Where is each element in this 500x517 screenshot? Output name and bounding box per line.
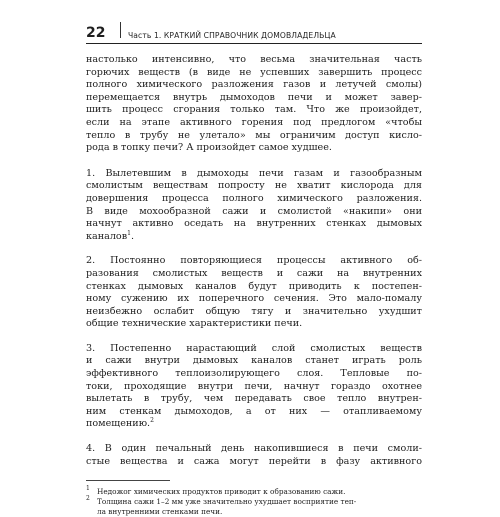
- footnote-rule: [86, 480, 170, 481]
- footnote-marker-number: 1: [86, 485, 90, 493]
- footnotes: [86, 487, 422, 517]
- text-line: В виде мохообразной сажи и смолистой «накипи» они: [86, 205, 422, 217]
- text-line: перемещается внутрь дымоходов печи и может завер-: [86, 91, 422, 103]
- text-line: [86, 418, 422, 431]
- text-line: 4. В один печальный день накопившиеся в печи смоли-: [86, 443, 422, 455]
- text-line: начнут активно оседать на внутренних стенках дымовых: [86, 218, 422, 230]
- text-line: смолистым веществам попросту не хватит кислорода для: [86, 180, 422, 192]
- paragraph-point-3: [86, 343, 422, 431]
- paragraph-point-1: [86, 168, 422, 244]
- text-line: шить процесс сгорания только там. Что же произойдет,: [86, 104, 422, 116]
- paragraph-intro: [86, 54, 422, 155]
- footnote-marker-number: 2: [86, 495, 90, 503]
- text-fragment: помещению.: [86, 418, 151, 430]
- footnote-1: [86, 487, 422, 497]
- text-line: 3. Постепенно нарастающий слой смолистых веществ: [86, 342, 422, 354]
- text-fragment: каналов: [86, 230, 128, 242]
- text-line: тепло в трубу не улетало» мы ограничим доступ кисло-: [86, 129, 422, 141]
- text-line: если на этапе активного горения под предлогом «чтобы: [86, 116, 422, 128]
- text-line: довершения процесса полного химического разложения.: [86, 192, 422, 204]
- footnote-text: Недожог химических продуктов приводит к образованию сажи.: [97, 487, 346, 497]
- footnote-ref: 1: [127, 229, 131, 237]
- text-line: и сажи внутри дымовых каналов станет играть роль: [86, 355, 422, 367]
- page-number: 22: [86, 25, 106, 41]
- text-line: ному сужению их поперечного сечения. Это мало-помалу: [86, 293, 422, 305]
- text-line: неизбежно ослабит общую тягу и значительно ухудшит: [86, 305, 422, 317]
- footnote-text: Толщина сажи 1–2 мм уже значительно ухудшает восприятие теп-: [97, 497, 357, 507]
- text-line: токи, проходящие внутри печи, начнут гораздо охотнее: [86, 380, 422, 392]
- book-page: [86, 22, 422, 517]
- footnote-2: [86, 497, 422, 507]
- text-line: каналов$^1$.: [86, 229, 134, 242]
- text-line: рода в топку печи? А произойдет самое худшее.: [86, 142, 332, 154]
- body-text: [86, 54, 422, 468]
- text-line: 1. Вылетевшим в дымоходы печи газам и газообразным: [86, 167, 422, 179]
- footnote-ref: 2: [150, 417, 154, 425]
- page-header: [86, 22, 422, 44]
- text-line: разования смолистых веществ и сажи на внутренних: [86, 267, 422, 279]
- paragraph-point-2: [86, 255, 422, 331]
- text-line: 2. Постоянно повторяющиеся процессы активного об-: [86, 255, 422, 267]
- header-divider: [120, 22, 121, 38]
- text-line: настолько интенсивно, что весьма значительная часть: [86, 54, 422, 65]
- footnote-2-continuation: ла внутренними стенками печи.: [97, 507, 223, 517]
- running-head: Часть 1. КРАТКИЙ СПРАВОЧНИК ДОМОВЛАДЕЛЬЦА: [128, 31, 336, 40]
- footnote-marker: [86, 497, 97, 507]
- text-line: полного химического разложения газов и летучей смолы): [86, 79, 422, 91]
- text-line: стые вещества и сажа могут перейти в фазу активного: [86, 455, 422, 467]
- paragraph-point-4: [86, 443, 422, 468]
- text-line: общие технические характеристики печи.: [86, 318, 303, 330]
- text-line: эффективного теплоизолирующего слоя. Тепловые по-: [86, 368, 422, 380]
- text-line: ним стенкам дымоходов, а от них — отапливаемому: [86, 405, 422, 417]
- text-line: вылетать в трубу, чем передавать свое тепло внутрен-: [86, 393, 422, 405]
- text-line: горючих веществ (в виде не успевших завершить процесс: [86, 66, 422, 78]
- text-line: стенках дымовых каналов будут приводить к постепен-: [86, 280, 422, 292]
